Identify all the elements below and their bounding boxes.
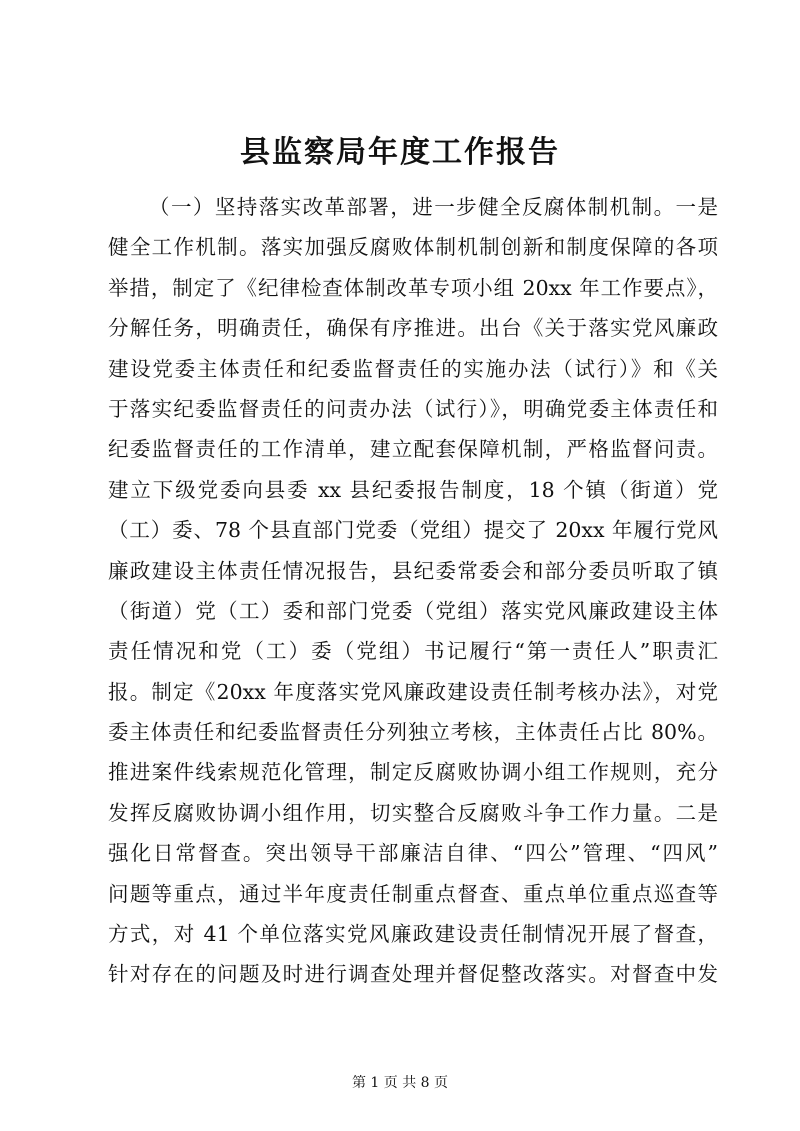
body-line: 建立下级党委向县委 xx 县纪委报告制度，18 个镇（街道）党 (108, 477, 718, 502)
body-line: 针对存在的问题及时进行调查处理并督促整改落实。对督查中发 (108, 962, 718, 987)
body-line: 廉政建设主体责任情况报告，县纪委常委会和部分委员听取了镇 (108, 558, 718, 583)
body-line: 分解任务，明确责任，确保有序推进。出台《关于落实党风廉政 (108, 316, 718, 341)
document-body (108, 187, 718, 995)
body-line: 建设党委主体责任和纪委监督责任的实施办法（试行）》和《关 (108, 356, 718, 381)
body-line: 健全工作机制。落实加强反腐败体制机制创新和制度保障的各项 (108, 235, 718, 260)
body-line: （一）坚持落实改革部署，进一步健全反腐体制机制。一是 (149, 195, 718, 219)
body-line: 纪委监督责任的工作清单，建立配套保障机制，严格监督问责。 (108, 437, 718, 462)
body-line: 问题等重点，通过半年度责任制重点督查、重点单位重点巡查等 (108, 881, 718, 906)
document-title: 县监察局年度工作报告 (240, 135, 560, 170)
body-line: （街道）党（工）委和部门党委（党组）落实党风廉政建设主体 (108, 598, 718, 623)
body-line: （工）委、78 个县直部门党委（党组）提交了 20xx 年履行党风 (108, 518, 718, 543)
body-line: 推进案件线索规范化管理，制定反腐败协调小组工作规则，充分 (108, 760, 718, 785)
body-line: 委主体责任和纪委监督责任分列独立考核，主体责任占比 80%。 (108, 720, 718, 745)
body-line: 于落实纪委监督责任的问责办法（试行）》，明确党委主体责任和 (108, 396, 718, 421)
body-line: 责任情况和党（工）委（党组）书记履行“第一责任人”职责汇 (108, 639, 718, 664)
body-line: 强化日常督查。突出领导干部廉洁自律、“四公”管理、“四风” (108, 841, 718, 866)
body-line: 方式，对 41 个单位落实党风廉政建设责任制情况开展了督查， (108, 922, 718, 947)
body-line: 发挥反腐败协调小组作用，切实整合反腐败斗争工作力量。二是 (108, 800, 718, 825)
body-line: 举措，制定了《纪律检查体制改革专项小组 20xx 年工作要点》， (108, 275, 718, 300)
body-line: 报。制定《20xx 年度落实党风廉政建设责任制考核办法》，对党 (108, 679, 718, 704)
page-number-footer: 第 1 页 共 8 页 (351, 1075, 449, 1091)
